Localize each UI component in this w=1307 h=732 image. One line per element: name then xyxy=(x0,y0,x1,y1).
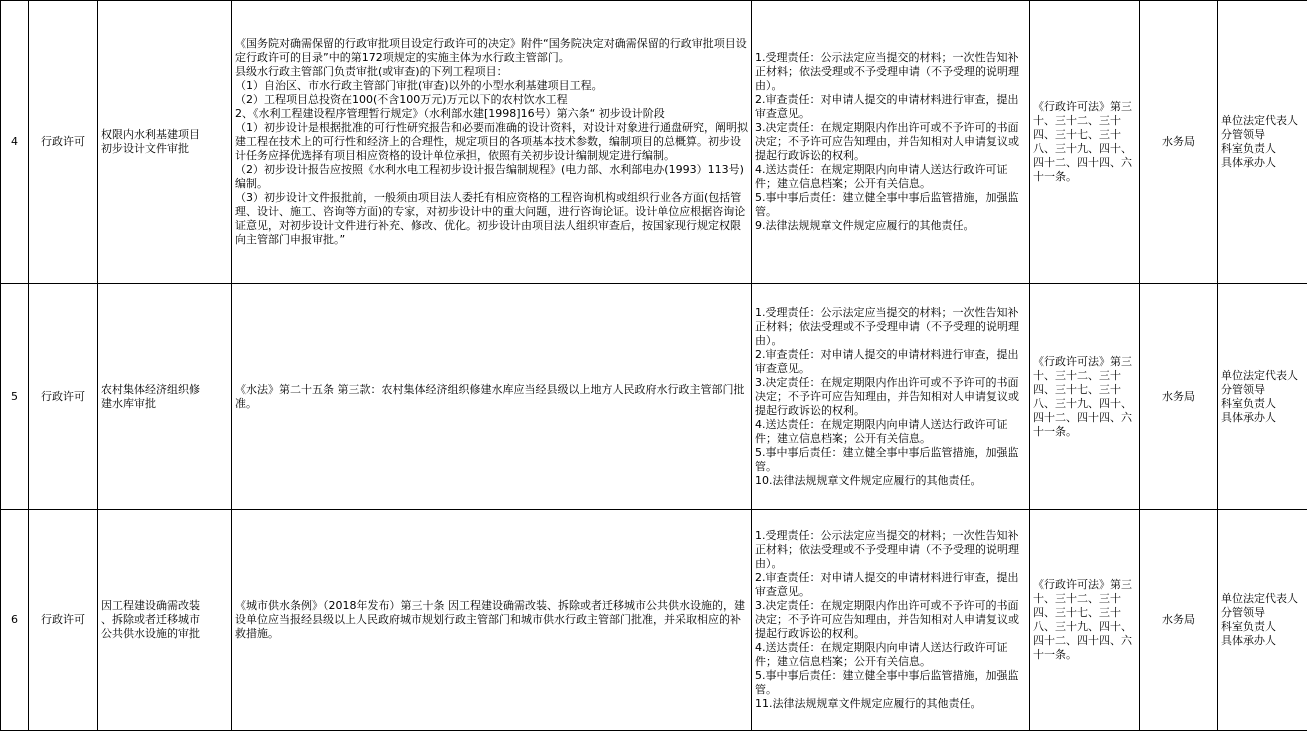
item-name-line: 农村集体经济组织修 xyxy=(101,382,200,396)
responsibility-item: 2.审查责任：对申请人提交的申请材料进行审查，提出审查意见。 xyxy=(755,571,1019,598)
item-name-cell xyxy=(98,510,232,731)
basis-line: 《水法》第二十五条 第三款：农村集体经济组织修建水库应当经县级以上地方人民政府水行政主管部门批准。 xyxy=(235,382,745,410)
basis-line: 县级水行政主管部门负责审批(或审查)的下列工程项目： xyxy=(235,65,508,78)
law-reference-cell xyxy=(1030,284,1140,510)
basis-line: （2）初步设计报告应按照《水利水电工程初步设计报告编制规程》(电力部、水利部电办(1993）113号)编制。 xyxy=(235,163,744,190)
responsible-person: 分管领导 xyxy=(1221,606,1265,619)
law-reference-text: 《行政许可法》第三十、三十二、三十四、三十七、三十八、三十九、四十、四十二、四十四、六十一条。 xyxy=(1033,100,1132,183)
responsibility-item: 4.送达责任：在规定期限内向申请人送达行政许可证件；建立信息档案；公开有关信息。 xyxy=(755,417,1008,445)
responsibility-item: 1.受理责任：公示法定应当提交的材料；一次性告知补正材料；依法受理或不予受理申请（不予受理的说明理由）。 xyxy=(755,305,1019,347)
responsible-person: 科室负责人 xyxy=(1221,396,1276,410)
responsibility-item: 9.法律法规规章文件规定应履行的其他责任。 xyxy=(755,219,975,232)
item-name-cell xyxy=(98,1,232,284)
responsibility-cell xyxy=(752,510,1030,731)
law-reference-cell xyxy=(1030,1,1140,284)
item-name-line: 初步设计文件审批 xyxy=(101,142,189,155)
responsible-persons-cell xyxy=(1218,1,1307,284)
responsibility-item: 11.法律法规规章文件规定应履行的其他责任。 xyxy=(755,697,982,710)
law-reference-text: 《行政许可法》第三十、三十二、三十四、三十七、三十八、三十九、四十、四十二、四十四、六十一条。 xyxy=(1033,578,1132,661)
responsible-person: 具体承办人 xyxy=(1221,156,1276,169)
row-number-cell: 4 xyxy=(1,1,29,284)
power-type-cell: 行政许可 xyxy=(29,1,98,284)
department-cell: 水务局 xyxy=(1140,1,1218,284)
power-type-cell: 行政许可 xyxy=(29,284,98,510)
responsibility-item: 5.事中事后责任：建立健全事中事后监管措施，加强监管。 xyxy=(755,669,1019,696)
legal-basis-cell xyxy=(232,284,752,510)
responsibility-item: 5.事中事后责任：建立健全事中事后监管措施，加强监管。 xyxy=(755,445,1019,473)
responsible-persons-cell xyxy=(1218,284,1307,510)
responsibility-item: 3.决定责任：在规定期限内作出许可或不予许可的书面决定；不予许可应告知理由，并告知相对人申请复议或提起行政诉讼的权利。 xyxy=(755,375,1019,417)
responsible-person: 单位法定代表人 xyxy=(1221,368,1298,382)
row-number-cell: 5 xyxy=(1,284,29,510)
basis-line: 2、《水利工程建设程序管理暂行规定》（水利部水建[1998]16号）第六条“ 初步设计阶段 xyxy=(235,107,665,120)
basis-line: （3）初步设计文件报批前，一般须由项目法人委托有相应资格的工程咨询机构或组织行业各方面(包括管理、设计、施工、咨询等方面)的专家，对初步设计中的重大问题，进行咨询论证。设计单位应根据咨询论证意见，对初步设计文件进行补充、修改、优化。初步设计由项目法人组织审查后，按国家现行规定权限向主管部门申报审批。” xyxy=(235,191,746,246)
responsible-person: 科室负责人 xyxy=(1221,620,1276,633)
basis-line: 《城市供水条例》（2018年发布）第三十条 因工程建设确需改装、拆除或者迁移城市公共供水设施的，建设单位应当报经县级以上人民政府城市规划行政主管部门和城市供水行政主管部门批准，并采取相应的补救措施。 xyxy=(235,599,745,640)
responsibility-item: 5.事中事后责任：建立健全事中事后监管措施，加强监管。 xyxy=(755,191,1019,218)
responsible-person: 具体承办人 xyxy=(1221,410,1276,424)
item-name-line: 权限内水利基建项目 xyxy=(101,128,200,141)
legal-basis-cell xyxy=(232,510,752,731)
responsibility-item: 2.审查责任：对申请人提交的申请材料进行审查，提出审查意见。 xyxy=(755,93,1019,120)
responsible-person: 分管领导 xyxy=(1221,382,1265,396)
responsibility-item: 1.受理责任：公示法定应当提交的材料；一次性告知补正材料；依法受理或不予受理申请（不予受理的说明理由）。 xyxy=(755,529,1019,570)
responsibility-item: 4.送达责任：在规定期限内向申请人送达行政许可证件；建立信息档案；公开有关信息。 xyxy=(755,641,1008,668)
responsible-person: 单位法定代表人 xyxy=(1221,592,1298,605)
responsibility-item: 3.决定责任：在规定期限内作出许可或不予许可的书面决定；不予许可应告知理由，并告知相对人申请复议或提起行政诉讼的权利。 xyxy=(755,599,1019,640)
basis-line: （1）自治区、市水行政主管部门审批(审查)以外的小型水利基建项目工程。 xyxy=(235,79,603,92)
department-cell: 水务局 xyxy=(1140,284,1218,510)
responsibility-cell xyxy=(752,1,1030,284)
law-reference-text: 《行政许可法》第三十、三十二、三十四、三十七、三十八、三十九、四十、四十二、四十四、六十一条。 xyxy=(1033,354,1132,438)
responsible-person: 具体承办人 xyxy=(1221,634,1276,647)
row-number-cell: 6 xyxy=(1,510,29,731)
responsible-person: 科室负责人 xyxy=(1221,142,1276,155)
department-cell: 水务局 xyxy=(1140,510,1218,731)
basis-line: （1）初步设计是根据批准的可行性研究报告和必要而准确的设计资料，对设计对象进行通盘研究，阐明拟建工程在技术上的可行性和经济上的合理性，规定项目的各项基本技术参数，编制项目的总概算。初步设计任务应择优选择有项目相应资格的设计单位承担，依照有关初步设计编制规定进行编制。 xyxy=(235,121,748,162)
responsible-persons-cell xyxy=(1218,510,1307,731)
item-name-line: 因工程建设确需改装 xyxy=(101,599,200,612)
power-type-cell: 行政许可 xyxy=(29,510,98,731)
law-reference-cell xyxy=(1030,510,1140,731)
item-name-line: 公共供水设施的审批 xyxy=(101,627,200,640)
basis-line: （2）工程项目总投资在100(不含100万元)万元以下的农村饮水工程 xyxy=(235,93,568,106)
item-name-line: 、拆除或者迁移城市 xyxy=(101,613,200,626)
responsible-person: 单位法定代表人 xyxy=(1221,114,1298,127)
responsibility-item: 1.受理责任：公示法定应当提交的材料；一次性告知补正材料；依法受理或不予受理申请（不予受理的说明理由）。 xyxy=(755,51,1019,92)
responsibility-cell xyxy=(752,284,1030,510)
table-row xyxy=(1,1,1307,284)
legal-basis-cell xyxy=(232,1,752,284)
table-row xyxy=(1,284,1307,510)
table-row xyxy=(1,510,1307,731)
responsibility-item: 4.送达责任：在规定期限内向申请人送达行政许可证件；建立信息档案；公开有关信息。 xyxy=(755,163,1008,190)
responsibility-item: 10.法律法规规章文件规定应履行的其他责任。 xyxy=(755,473,982,487)
responsible-person: 分管领导 xyxy=(1221,128,1265,141)
basis-line: 《国务院对确需保留的行政审批项目设定行政许可的决定》附件“国务院决定对确需保留的行政审批项目设定行政许可的目录”中的第172项规定的实施主体为水行政主管部门。 xyxy=(235,37,747,64)
item-name-line: 建水库审批 xyxy=(101,396,156,410)
item-name-cell xyxy=(98,284,232,510)
responsibility-item: 3.决定责任：在规定期限内作出许可或不予许可的书面决定；不予许可应告知理由，并告知相对人申请复议或提起行政诉讼的权利。 xyxy=(755,121,1019,162)
responsibility-item: 2.审查责任：对申请人提交的申请材料进行审查，提出审查意见。 xyxy=(755,347,1019,375)
